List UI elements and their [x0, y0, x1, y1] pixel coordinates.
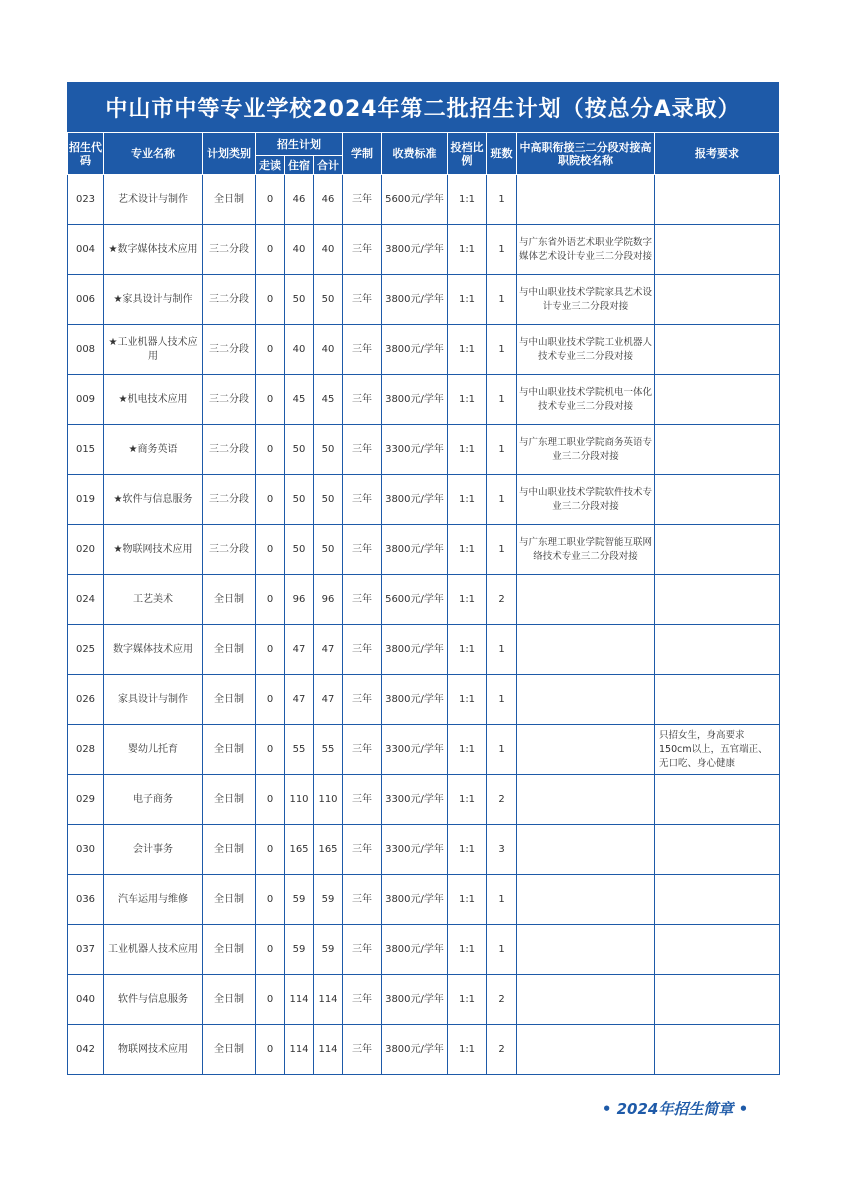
row-classes: 1 — [487, 525, 517, 575]
row-partner — [517, 925, 655, 975]
row-duration: 三年 — [343, 825, 382, 875]
row-plan-type: 三二分段 — [203, 525, 256, 575]
row-board: 47 — [285, 625, 314, 675]
row-day: 0 — [256, 625, 285, 675]
row-fee: 5600元/学年 — [382, 575, 448, 625]
row-board: 55 — [285, 725, 314, 775]
table-row — [68, 725, 780, 775]
row-duration: 三年 — [343, 425, 382, 475]
row-fee: 3300元/学年 — [382, 775, 448, 825]
row-total: 50 — [314, 475, 343, 525]
row-code: 023 — [68, 175, 104, 225]
row-plan-type: 三二分段 — [203, 425, 256, 475]
row-major: ★数字媒体技术应用 — [104, 225, 203, 275]
row-code: 015 — [68, 425, 104, 475]
header-plan-type: 计划类别 — [203, 133, 256, 175]
row-day: 0 — [256, 825, 285, 875]
row-day: 0 — [256, 375, 285, 425]
row-total: 45 — [314, 375, 343, 425]
row-total: 47 — [314, 625, 343, 675]
table-row — [68, 275, 780, 325]
row-classes: 2 — [487, 575, 517, 625]
row-duration: 三年 — [343, 675, 382, 725]
row-code: 025 — [68, 625, 104, 675]
row-day: 0 — [256, 725, 285, 775]
table-row — [68, 1025, 780, 1075]
header-requirement: 报考要求 — [655, 133, 780, 175]
row-requirement — [655, 825, 780, 875]
table-row — [68, 325, 780, 375]
row-code: 019 — [68, 475, 104, 525]
row-day: 0 — [256, 975, 285, 1025]
row-partner — [517, 1025, 655, 1075]
row-requirement — [655, 675, 780, 725]
row-requirement — [655, 475, 780, 525]
row-board: 59 — [285, 925, 314, 975]
row-board: 114 — [285, 1025, 314, 1075]
row-major: 家具设计与制作 — [104, 675, 203, 725]
row-fee: 3800元/学年 — [382, 275, 448, 325]
row-requirement: 只招女生，身高要求150cm以上，五官端正、无口吃、身心健康 — [655, 725, 780, 775]
row-classes: 2 — [487, 975, 517, 1025]
row-day: 0 — [256, 325, 285, 375]
row-classes: 1 — [487, 925, 517, 975]
row-total: 59 — [314, 925, 343, 975]
row-fee: 3800元/学年 — [382, 225, 448, 275]
row-ratio: 1:1 — [448, 625, 487, 675]
row-fee: 3800元/学年 — [382, 1025, 448, 1075]
row-board: 114 — [285, 975, 314, 1025]
row-board: 46 — [285, 175, 314, 225]
row-duration: 三年 — [343, 975, 382, 1025]
row-board: 96 — [285, 575, 314, 625]
row-total: 114 — [314, 975, 343, 1025]
header-total: 合计 — [314, 156, 343, 175]
row-fee: 3300元/学年 — [382, 425, 448, 475]
row-code: 029 — [68, 775, 104, 825]
row-code: 040 — [68, 975, 104, 1025]
row-major: ★物联网技术应用 — [104, 525, 203, 575]
table-row — [68, 675, 780, 725]
row-total: 165 — [314, 825, 343, 875]
row-fee: 3800元/学年 — [382, 875, 448, 925]
row-day: 0 — [256, 275, 285, 325]
row-code: 004 — [68, 225, 104, 275]
row-code: 009 — [68, 375, 104, 425]
row-board: 50 — [285, 425, 314, 475]
row-plan-type: 全日制 — [203, 925, 256, 975]
row-major: ★软件与信息服务 — [104, 475, 203, 525]
row-plan-type: 全日制 — [203, 675, 256, 725]
row-partner: 与中山职业技术学院机电一体化技术专业三二分段对接 — [517, 375, 655, 425]
row-classes: 1 — [487, 175, 517, 225]
row-ratio: 1:1 — [448, 275, 487, 325]
row-day: 0 — [256, 925, 285, 975]
row-requirement — [655, 1025, 780, 1075]
row-ratio: 1:1 — [448, 325, 487, 375]
row-plan-type: 全日制 — [203, 575, 256, 625]
row-code: 020 — [68, 525, 104, 575]
row-day: 0 — [256, 1025, 285, 1075]
row-plan-type: 全日制 — [203, 175, 256, 225]
row-requirement — [655, 375, 780, 425]
row-classes: 2 — [487, 1025, 517, 1075]
row-plan-type: 全日制 — [203, 775, 256, 825]
row-ratio: 1:1 — [448, 375, 487, 425]
row-board: 110 — [285, 775, 314, 825]
row-partner: 与广东理工职业学院智能互联网络技术专业三二分段对接 — [517, 525, 655, 575]
row-duration: 三年 — [343, 175, 382, 225]
header-ratio: 投档比例 — [448, 133, 487, 175]
row-plan-type: 全日制 — [203, 1025, 256, 1075]
row-plan-type: 三二分段 — [203, 375, 256, 425]
table-row — [68, 625, 780, 675]
row-classes: 1 — [487, 275, 517, 325]
row-duration: 三年 — [343, 875, 382, 925]
row-major: ★工业机器人技术应用 — [104, 325, 203, 375]
row-total: 40 — [314, 225, 343, 275]
row-ratio: 1:1 — [448, 975, 487, 1025]
row-major: 软件与信息服务 — [104, 975, 203, 1025]
row-code: 030 — [68, 825, 104, 875]
row-partner — [517, 675, 655, 725]
row-code: 037 — [68, 925, 104, 975]
footer-brochure-label: • 2024年招生简章 • — [601, 1100, 749, 1118]
row-day: 0 — [256, 575, 285, 625]
header-board: 住宿 — [285, 156, 314, 175]
page-title: 中山市中等专业学校2024年第二批招生计划（按总分A录取） — [67, 82, 779, 132]
row-major: ★商务英语 — [104, 425, 203, 475]
table-row — [68, 925, 780, 975]
row-requirement — [655, 175, 780, 225]
row-board: 50 — [285, 475, 314, 525]
row-fee: 3800元/学年 — [382, 375, 448, 425]
row-total: 59 — [314, 875, 343, 925]
row-board: 50 — [285, 275, 314, 325]
row-code: 028 — [68, 725, 104, 775]
table-row — [68, 775, 780, 825]
row-major: 电子商务 — [104, 775, 203, 825]
row-major: ★家具设计与制作 — [104, 275, 203, 325]
row-fee: 3800元/学年 — [382, 475, 448, 525]
row-ratio: 1:1 — [448, 1025, 487, 1075]
row-ratio: 1:1 — [448, 575, 487, 625]
row-total: 50 — [314, 275, 343, 325]
row-day: 0 — [256, 775, 285, 825]
row-code: 042 — [68, 1025, 104, 1075]
row-total: 50 — [314, 425, 343, 475]
row-code: 026 — [68, 675, 104, 725]
row-fee: 3300元/学年 — [382, 825, 448, 875]
row-classes: 2 — [487, 775, 517, 825]
row-duration: 三年 — [343, 375, 382, 425]
row-board: 50 — [285, 525, 314, 575]
row-classes: 1 — [487, 725, 517, 775]
row-major: 婴幼儿托育 — [104, 725, 203, 775]
row-partner: 与广东理工职业学院商务英语专业三二分段对接 — [517, 425, 655, 475]
row-classes: 1 — [487, 225, 517, 275]
row-board: 47 — [285, 675, 314, 725]
row-total: 47 — [314, 675, 343, 725]
row-total: 96 — [314, 575, 343, 625]
row-classes: 1 — [487, 675, 517, 725]
row-plan-type: 全日制 — [203, 725, 256, 775]
header-code: 招生代码 — [68, 133, 104, 175]
table-row — [68, 975, 780, 1025]
row-classes: 1 — [487, 425, 517, 475]
row-classes: 1 — [487, 475, 517, 525]
row-ratio: 1:1 — [448, 825, 487, 875]
row-total: 40 — [314, 325, 343, 375]
row-requirement — [655, 775, 780, 825]
row-classes: 3 — [487, 825, 517, 875]
row-ratio: 1:1 — [448, 875, 487, 925]
row-duration: 三年 — [343, 775, 382, 825]
row-plan-type: 全日制 — [203, 625, 256, 675]
row-board: 45 — [285, 375, 314, 425]
row-code: 036 — [68, 875, 104, 925]
row-board: 40 — [285, 325, 314, 375]
table-row — [68, 825, 780, 875]
row-plan-type: 三二分段 — [203, 475, 256, 525]
row-total: 114 — [314, 1025, 343, 1075]
row-partner — [517, 625, 655, 675]
row-partner — [517, 875, 655, 925]
row-plan-type: 三二分段 — [203, 275, 256, 325]
row-ratio: 1:1 — [448, 425, 487, 475]
row-day: 0 — [256, 225, 285, 275]
row-major: 工业机器人技术应用 — [104, 925, 203, 975]
row-total: 110 — [314, 775, 343, 825]
header-partner: 中高职衔接三二分段对接高职院校名称 — [517, 133, 655, 175]
row-duration: 三年 — [343, 925, 382, 975]
row-classes: 1 — [487, 875, 517, 925]
row-total: 55 — [314, 725, 343, 775]
row-fee: 3800元/学年 — [382, 675, 448, 725]
row-requirement — [655, 525, 780, 575]
row-ratio: 1:1 — [448, 475, 487, 525]
row-board: 165 — [285, 825, 314, 875]
row-duration: 三年 — [343, 1025, 382, 1075]
row-day: 0 — [256, 175, 285, 225]
row-plan-type: 全日制 — [203, 975, 256, 1025]
row-partner: 与中山职业技术学院家具艺术设计专业三二分段对接 — [517, 275, 655, 325]
row-partner — [517, 975, 655, 1025]
table-row — [68, 425, 780, 475]
row-major: 数字媒体技术应用 — [104, 625, 203, 675]
row-fee: 3800元/学年 — [382, 975, 448, 1025]
row-day: 0 — [256, 525, 285, 575]
row-duration: 三年 — [343, 325, 382, 375]
row-duration: 三年 — [343, 575, 382, 625]
row-major: 会计事务 — [104, 825, 203, 875]
row-requirement — [655, 575, 780, 625]
header-duration: 学制 — [343, 133, 382, 175]
table-row — [68, 225, 780, 275]
row-ratio: 1:1 — [448, 225, 487, 275]
row-plan-type: 全日制 — [203, 875, 256, 925]
row-fee: 5600元/学年 — [382, 175, 448, 225]
row-major: 艺术设计与制作 — [104, 175, 203, 225]
header-major: 专业名称 — [104, 133, 203, 175]
header-plan-group: 招生计划 — [256, 133, 343, 156]
table-row — [68, 875, 780, 925]
row-code: 008 — [68, 325, 104, 375]
row-plan-type: 三二分段 — [203, 225, 256, 275]
row-requirement — [655, 975, 780, 1025]
row-total: 50 — [314, 525, 343, 575]
row-ratio: 1:1 — [448, 525, 487, 575]
row-major: 汽车运用与维修 — [104, 875, 203, 925]
row-ratio: 1:1 — [448, 925, 487, 975]
row-major: ★机电技术应用 — [104, 375, 203, 425]
table-row — [68, 525, 780, 575]
row-requirement — [655, 875, 780, 925]
row-partner — [517, 175, 655, 225]
row-plan-type: 三二分段 — [203, 325, 256, 375]
row-day: 0 — [256, 875, 285, 925]
header-day: 走读 — [256, 156, 285, 175]
row-requirement — [655, 325, 780, 375]
row-fee: 3800元/学年 — [382, 625, 448, 675]
row-code: 006 — [68, 275, 104, 325]
row-plan-type: 全日制 — [203, 825, 256, 875]
row-ratio: 1:1 — [448, 175, 487, 225]
row-ratio: 1:1 — [448, 725, 487, 775]
row-partner: 与中山职业技术学院软件技术专业三二分段对接 — [517, 475, 655, 525]
row-day: 0 — [256, 675, 285, 725]
row-fee: 3800元/学年 — [382, 925, 448, 975]
row-duration: 三年 — [343, 475, 382, 525]
row-duration: 三年 — [343, 225, 382, 275]
header-classes: 班数 — [487, 133, 517, 175]
row-major: 物联网技术应用 — [104, 1025, 203, 1075]
row-requirement — [655, 225, 780, 275]
row-duration: 三年 — [343, 275, 382, 325]
enrollment-plan-table — [67, 132, 780, 1075]
table-row — [68, 475, 780, 525]
row-fee: 3300元/学年 — [382, 725, 448, 775]
row-duration: 三年 — [343, 625, 382, 675]
row-requirement — [655, 275, 780, 325]
row-fee: 3800元/学年 — [382, 525, 448, 575]
row-ratio: 1:1 — [448, 675, 487, 725]
row-requirement — [655, 625, 780, 675]
row-code: 024 — [68, 575, 104, 625]
row-fee: 3800元/学年 — [382, 325, 448, 375]
table-row — [68, 575, 780, 625]
table-body — [68, 175, 780, 1075]
row-partner: 与广东省外语艺术职业学院数字媒体艺术设计专业三二分段对接 — [517, 225, 655, 275]
header-fee: 收费标准 — [382, 133, 448, 175]
row-duration: 三年 — [343, 725, 382, 775]
row-requirement — [655, 925, 780, 975]
row-partner — [517, 825, 655, 875]
row-partner — [517, 575, 655, 625]
row-ratio: 1:1 — [448, 775, 487, 825]
row-board: 59 — [285, 875, 314, 925]
row-board: 40 — [285, 225, 314, 275]
row-total: 46 — [314, 175, 343, 225]
row-partner — [517, 725, 655, 775]
row-day: 0 — [256, 475, 285, 525]
table-row — [68, 375, 780, 425]
table-row — [68, 175, 780, 225]
row-classes: 1 — [487, 625, 517, 675]
row-partner — [517, 775, 655, 825]
row-day: 0 — [256, 425, 285, 475]
row-classes: 1 — [487, 375, 517, 425]
row-classes: 1 — [487, 325, 517, 375]
row-requirement — [655, 425, 780, 475]
row-duration: 三年 — [343, 525, 382, 575]
row-major: 工艺美术 — [104, 575, 203, 625]
row-partner: 与中山职业技术学院工业机器人技术专业三二分段对接 — [517, 325, 655, 375]
